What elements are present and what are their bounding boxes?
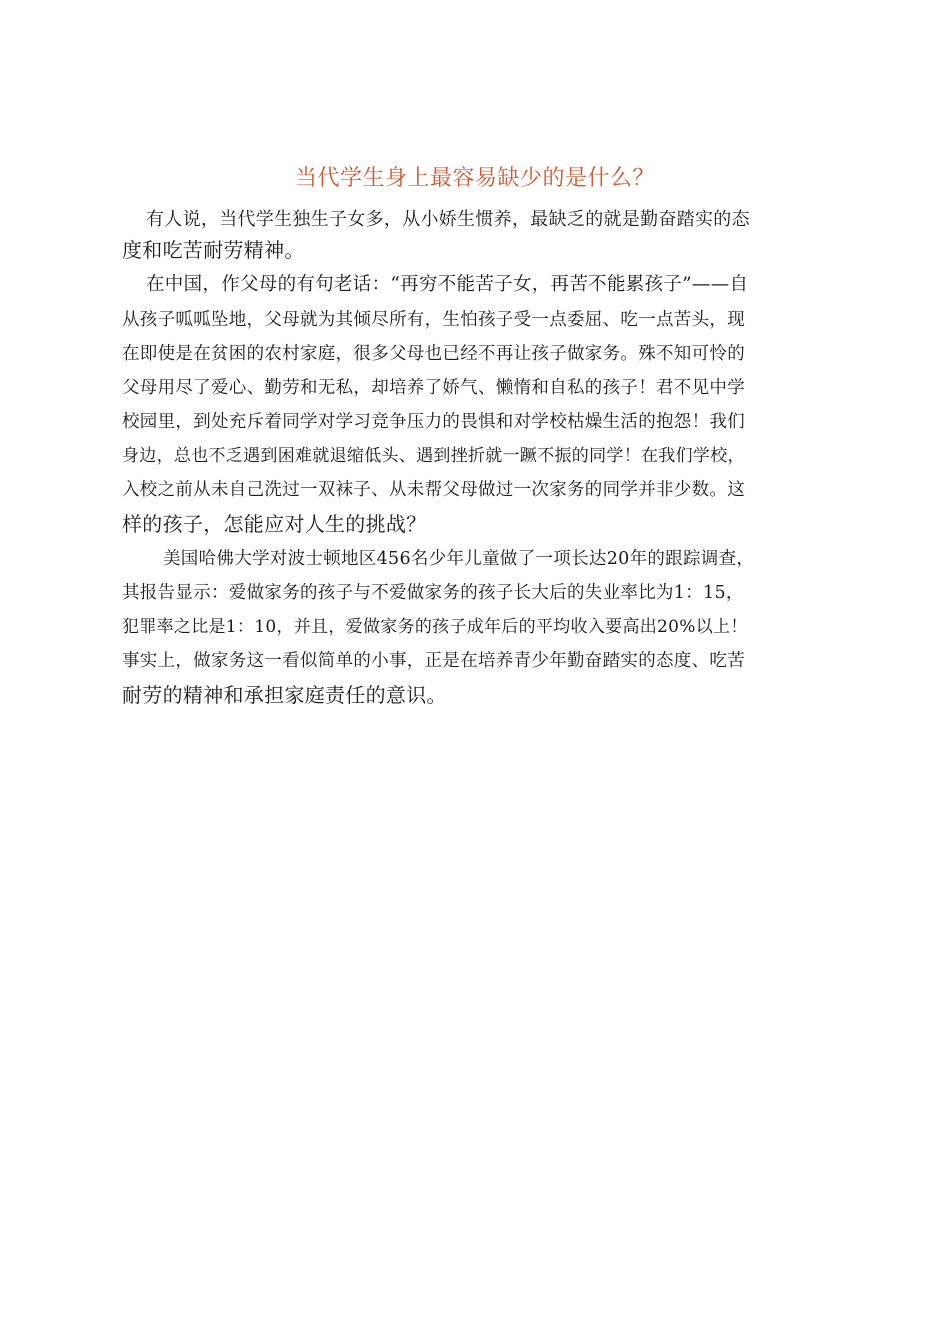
paragraph-2-line-2: 从孩子呱呱坠地，父母就为其倾尽所有，生怕孩子受一点委屈、吃一点苦头，现	[122, 310, 745, 330]
paragraph-3-line-4: 事实上，做家务这一看似简单的小事，正是在培养青少年勤奋踏实的态度、吃苦	[122, 651, 745, 671]
paragraph-2-line-8: 样的孩子，怎能应对人生的挑战？	[122, 512, 427, 536]
paragraph-3-line-2: 其报告显示：爱做家务的孩子与不爱做家务的孩子长大后的失业率比为1：15，	[122, 583, 744, 603]
paragraph-2-line-7: 入校之前从未自己洗过一双袜子、从未帮父母做过一次家务的同学并非少数。这	[122, 480, 745, 500]
paragraph-2-line-4: 父母用尽了爱心、勤劳和无私，却培养了娇气、懒惰和自私的孩子！君不见中学	[122, 378, 745, 398]
paragraph-1-line-1: 有人说，当代学生独生子女多，从小娇生惯养，最缺乏的就是勤奋踏实的态	[146, 209, 750, 230]
paragraph-3-line-3: 犯罪率之比是1：10，并且，爱做家务的孩子成年后的平均收入要高出20%以上！	[122, 617, 748, 637]
paragraph-3-line-1: 美国哈佛大学对波士顿地区456名少年儿童做了一项长达20年的跟踪调查，	[163, 549, 755, 569]
paragraph-2-line-1: 在中国，作父母的有句老话：“再穷不能苦子女，再苦不能累孩子”——自	[146, 274, 749, 295]
paragraph-1-line-2: 度和吃苦耐劳精神。	[122, 238, 305, 262]
paragraph-3-line-5: 耐劳的精神和承担家庭责任的意识。	[122, 683, 447, 707]
paragraph-2-line-3: 在即使是在贫困的农村家庭，很多父母也已经不再让孩子做家务。殊不知可怜的	[122, 344, 745, 364]
document-title: 当代学生身上最容易缺少的是什么？	[294, 166, 655, 191]
paragraph-2-line-6: 身边，总也不乏遇到困难就退缩低头、遇到挫折就一蹶不振的同学！在我们学校，	[122, 446, 745, 466]
paragraph-2-line-5: 校园里，到处充斥着同学对学习竞争压力的畏惧和对学校枯燥生活的抱怨！我们	[122, 412, 745, 432]
